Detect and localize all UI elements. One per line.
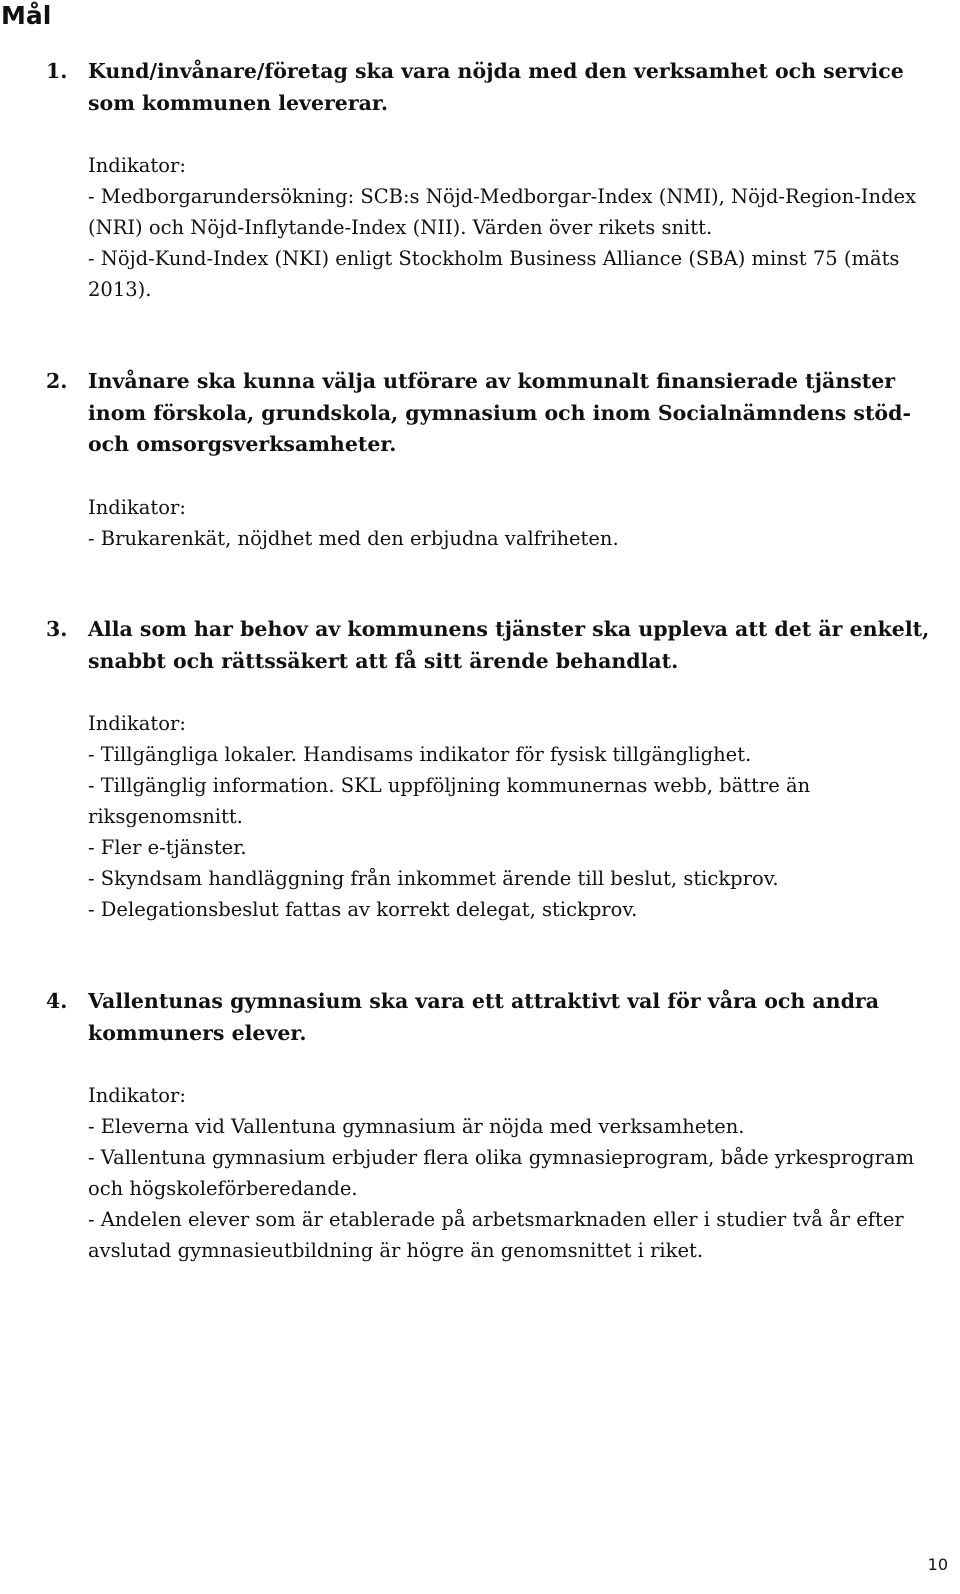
indicator-item: - Skyndsam handläggning från inkommet ärende till beslut, stickprov. [88,867,779,890]
indicator-label: Indikator: [88,495,186,519]
indicator-item: - Tillgängliga lokaler. Handisams indikator för fysisk tillgänglighet. [88,743,752,766]
goal-heading [0,614,945,677]
indicator-item: - Tillgänglig information. SKL uppföljning kommunernas webb, bättre än riksgenomsnitt. [88,774,811,828]
goal-3 [0,614,945,925]
goal-title: Alla som har behov av kommunens tjänster ska uppleva att det är enkelt, snabbt och rättssäkert att få sitt ärende behandlat. [88,617,930,673]
goal-number: 2. [46,369,68,393]
page-heading: Mål [1,1,52,30]
goal-2 [0,366,945,554]
page-number: 10 [927,1555,948,1574]
goal-heading [0,366,945,461]
goal-title: Invånare ska kunna välja utförare av kommunalt finansierade tjänster inom förskola, grundskola, gymnasium och inom Socialnämndens stöd- och omsorgsverksamheter. [88,369,911,456]
goal-title: Vallentunas gymnasium ska vara ett attraktivt val för våra och andra kommuners elever. [88,989,880,1045]
goal-title: Kund/invånare/företag ska vara nöjda med den verksamhet och service som kommunen levererar. [88,59,904,115]
indicator-label: Indikator: [88,712,186,735]
goal-1 [0,56,945,305]
indicator-item: - Fler e-tjänster. [88,836,247,859]
indicator-item: - Nöjd-Kund-Index (NKI) enligt Stockholm Business Alliance (SBA) minst 75 (mäts 2013). [88,247,900,301]
indicator-item: - Andelen elever som är etablerade på arbetsmarknaden eller i studier två år efter avslutad gymnasieutbildning är högre än genomsnittet i riket. [88,1208,904,1262]
indicator-item: - Eleverna vid Vallentuna gymnasium är nöjda med verksamheten. [88,1115,745,1138]
goal-heading [0,56,945,119]
indicator-item: - Brukarenkät, nöjdhet med den erbjudna valfriheten. [88,526,619,550]
indicator-item: - Delegationsbeslut fattas av korrekt delegat, stickprov. [88,898,638,921]
indicator-label: Indikator: [88,154,186,177]
goal-number: 1. [46,59,68,83]
goal-number: 3. [46,617,68,641]
goal-heading [0,986,945,1049]
indicator-item: - Medborgarundersökning: SCB:s Nöjd-Medborgar-Index (NMI), Nöjd-Region-Index (NRI) och Nöjd-Inflytande-Index (NII). Värden över rikets snitt. [88,185,917,239]
indicator-item: - Vallentuna gymnasium erbjuder flera olika gymnasieprogram, både yrkesprogram och högskoleförberedande. [88,1146,915,1200]
goal-4 [0,986,945,1266]
indicator-label: Indikator: [88,1084,186,1107]
goal-number: 4. [46,989,68,1013]
